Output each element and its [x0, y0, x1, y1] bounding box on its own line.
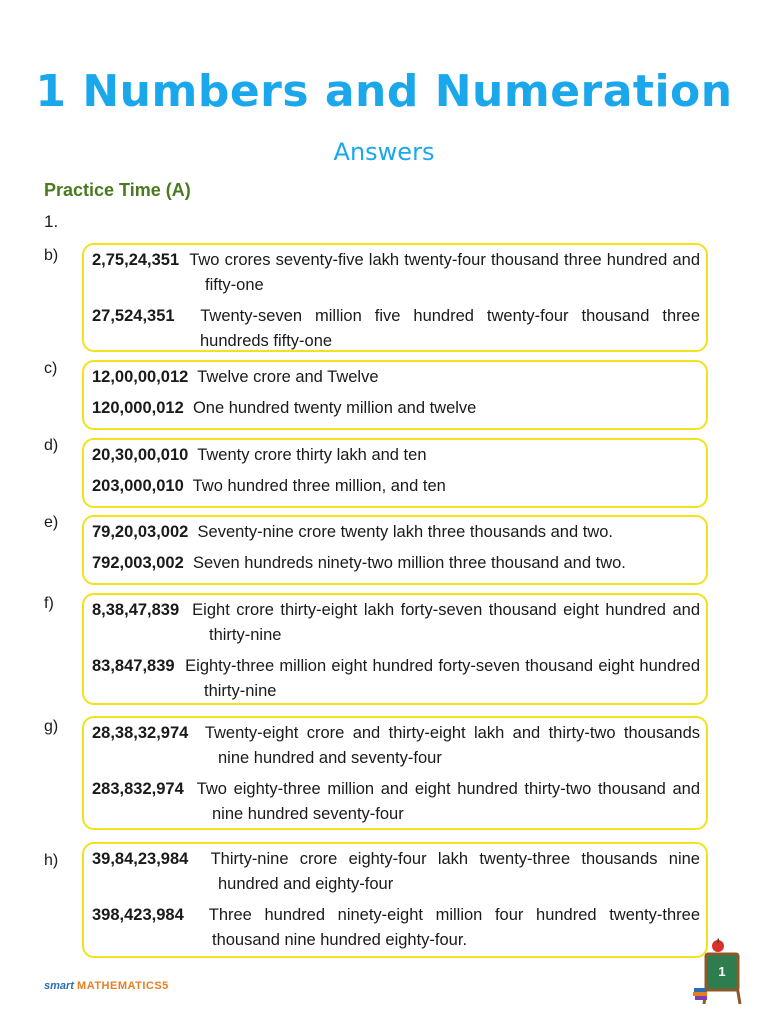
answer-entry	[92, 443, 700, 468]
international-number: 283,832,974	[92, 780, 184, 798]
answer-entry	[92, 654, 700, 704]
answer-box-d	[82, 438, 708, 508]
answer-entry	[92, 847, 700, 897]
answer-box-h	[82, 842, 708, 958]
answer-box-b	[82, 243, 708, 352]
international-number: 27,524,351	[92, 307, 175, 325]
number-name: Two crores seventy-five lakh twenty-four thousand three hundred and fifty-one	[189, 251, 701, 294]
answers-heading: Answers	[333, 138, 435, 166]
number-name: Twelve crore and Twelve	[197, 368, 379, 386]
answer-entry	[92, 248, 700, 298]
number-name: Twenty-seven million five hundred twenty-four thousand three hundreds fifty-one	[200, 307, 700, 350]
answer-label-d: d)	[44, 437, 59, 454]
section-heading: Practice Time (A)	[44, 180, 191, 200]
answer-box-g	[82, 716, 708, 830]
answer-entry	[92, 365, 700, 390]
number-name: Two hundred three million, and ten	[192, 477, 446, 495]
number-name: Eight crore thirty-eight lakh forty-seven thousand eight hundred and thirty-nine	[192, 601, 701, 644]
answer-box-e	[82, 515, 708, 585]
number-name: Two eighty-three million and eight hundred thirty-two thousand and nine hundred seventy-four	[196, 780, 700, 823]
answer-label-f: f)	[44, 595, 54, 612]
answer-label-g: g)	[44, 718, 59, 735]
page-number: 1	[718, 964, 726, 979]
answer-entry	[92, 304, 700, 354]
international-number: 120,000,012	[92, 399, 184, 417]
indian-number: 12,00,00,012	[92, 368, 189, 386]
indian-number: 8,38,47,839	[92, 601, 180, 619]
number-name: Three hundred ninety-eight million four hundred twenty-three thousand nine hundred eighty-four.	[208, 906, 700, 949]
answer-label-e: e)	[44, 514, 59, 531]
answer-entry	[92, 598, 700, 648]
answer-entry	[92, 474, 700, 499]
answer-label-b: b)	[44, 247, 59, 264]
question-number: 1.	[44, 212, 59, 231]
international-number: 83,847,839	[92, 657, 175, 675]
answer-box-f	[82, 593, 708, 705]
answer-entry	[92, 551, 700, 576]
indian-number: 2,75,24,351	[92, 251, 180, 269]
answer-entry	[92, 396, 700, 421]
brand-grade: 5	[162, 980, 169, 992]
number-name: Seven hundreds ninety-two million three thousand and two.	[192, 554, 626, 572]
international-number: 203,000,010	[92, 477, 184, 495]
number-name: Eighty-three million eight hundred forty-seven thousand eight hundred thirty-nine	[185, 657, 700, 700]
indian-number: 20,30,00,010	[92, 446, 189, 464]
number-name: Twenty crore thirty lakh and ten	[197, 446, 427, 464]
brand-smart: smart	[44, 980, 74, 992]
number-name: Thirty-nine crore eighty-four lakh twenty-three thousands nine hundred and eighty-four	[210, 850, 700, 893]
indian-number: 39,84,23,984	[92, 850, 189, 868]
international-number: 398,423,984	[92, 906, 184, 924]
chalkboard-icon	[692, 938, 748, 1006]
number-name: One hundred twenty million and twelve	[192, 399, 477, 417]
indian-number: 28,38,32,974	[92, 724, 189, 742]
indian-number: 79,20,03,002	[92, 523, 189, 541]
answer-entry	[92, 520, 700, 545]
number-name: Twenty-eight crore and thirty-eight lakh and thirty-two thousands nine hundred and seventy-four	[204, 724, 701, 767]
number-name: Seventy-nine crore twenty lakh three thousands and two.	[197, 523, 614, 541]
answer-entry	[92, 721, 700, 771]
chapter-title: 1 Numbers and Numeration	[35, 66, 733, 117]
international-number: 792,003,002	[92, 554, 184, 572]
answer-entry	[92, 903, 700, 953]
answer-box-c	[82, 360, 708, 430]
answer-label-h: h)	[44, 852, 59, 869]
brand-name: MATHEMATICS	[77, 980, 163, 992]
brand-logo	[44, 980, 168, 992]
answer-label-c: c)	[44, 360, 58, 377]
answer-entry	[92, 777, 700, 827]
